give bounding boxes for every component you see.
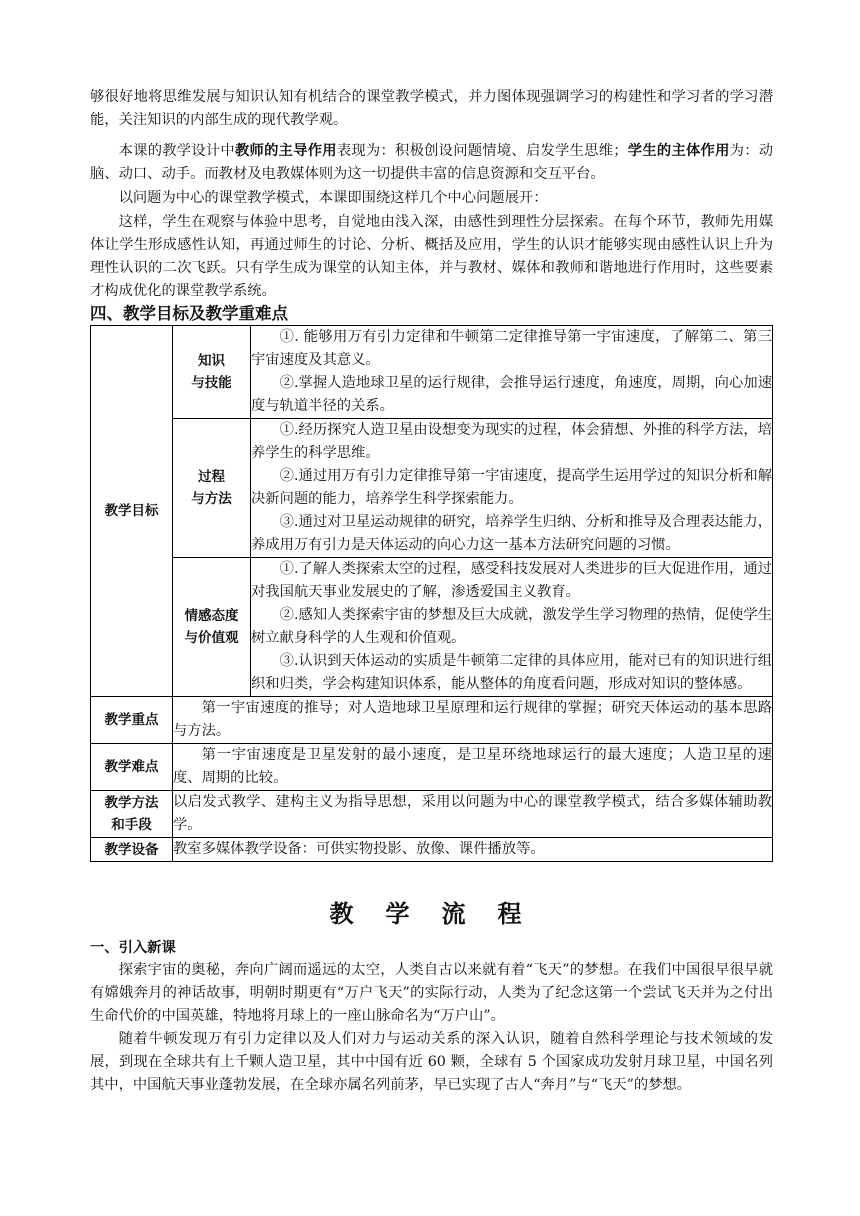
equipment-content xyxy=(173,838,773,862)
intro-paragraph-3: 以问题为中心的课堂教学模式，本课即围绕这样几个中心问题展开： xyxy=(118,190,548,206)
teaching-flow-title: 教学流程 xyxy=(329,900,554,928)
process-methods-content xyxy=(251,419,773,558)
intro-paragraph-1: 够很好地将思维发展与知识认知有机结合的课堂教学模式，并力图体现强调学习的构建性和学习者的学习潜能，关注知识的内部生成的现代教学观。 xyxy=(90,89,773,128)
process-methods-label xyxy=(173,419,251,558)
label-line: 过程 xyxy=(198,469,225,485)
section-1-heading: 一、引入新课 xyxy=(90,940,176,956)
flow-paragraph-1: 探索宇宙的奥秘，奔向广阔而遥远的太空，人类自古以来就有着“飞天”的梦想。在我们中国很早很早就有嫦娥奔月的神话故事，明朝时期更有“万户飞天”的实际行动，人类为了纪念这第一个尝试飞天并为之付出生命代价的中国英雄，特地将月球上的一座山脉命名为“万户山”。 xyxy=(90,962,773,1024)
list-item: ①.了解人类探索太空的过程，感受科技发展对人类进步的巨大促进作用，通过对我国航天事业发展史的了解，渗透爱国主义教育。 xyxy=(251,561,772,600)
table-row xyxy=(91,838,773,862)
teacher-role-emphasis: 教师的主导作用 xyxy=(234,143,337,159)
table-row xyxy=(91,558,773,697)
list-item: ②.通过用万有引力定律推导第一宇宙速度，提高学生运用学过的知识分析和解决新问题的能力，培养学生科学探索能力。 xyxy=(251,468,772,507)
emotion-values-content xyxy=(251,558,773,697)
table-row xyxy=(91,697,773,744)
table-row xyxy=(91,791,773,838)
list-item: ②.感知人类探索宇宙的梦想及巨大成就，激发学生学习物理的热情，促使学生树立献身科学的人生观和价值观。 xyxy=(251,607,772,646)
flow-paragraph-2: 随着牛顿发现万有引力定律以及人们对力与运动关系的深入认识，随着自然科学理论与技术领域的发展，到现在全球共有上千颗人造卫星，其中中国有近 60 颗，全球有 5 个国家成功发射月球卫星，中国名列其中，中国航天事业蓬勃发展，在全球亦属名列前茅，早已实现了古人“奔月”与“飞天”的梦想。 xyxy=(90,1031,773,1093)
objectives-table xyxy=(90,325,773,862)
methods-content xyxy=(173,791,773,838)
intro-p2-text-c: 表现为：积极创设问题情境、启发学生思维； xyxy=(336,143,628,159)
table-row xyxy=(91,326,773,419)
intro-p2-text-a: 本课的教学设计中 xyxy=(118,143,235,159)
knowledge-skills-content xyxy=(251,326,773,419)
label-line: 教学方法 xyxy=(104,795,159,811)
intro-paragraph-2 xyxy=(90,140,773,186)
table-row xyxy=(91,744,773,791)
intro-p2-text-e: 为：动脑、动口、动手。而教材及电教媒体则为这一切提供丰富的信息资源和交互平台。 xyxy=(90,143,774,182)
emotion-values-label xyxy=(173,558,251,697)
methods-label xyxy=(91,791,173,838)
label-line: 与技能 xyxy=(191,375,232,391)
list-item: ②.掌握人造地球卫星的运行规律，会推导运行速度，角速度，周期，向心加速度与轨道半径的关系。 xyxy=(251,375,772,414)
key-points-content xyxy=(173,697,773,744)
intro-paragraph-4: 这样，学生在观察与体验中思考，自觉地由浅入深，由感性到理性分层探索。在每个环节，教师先用媒体让学生形成感性认知，再通过师生的讨论、分析、概括及应用，学生的认识才能够实现由感性认识上升为理性认识的二次飞跃。只有学生成为课堂的认知主体，并与教材、媒体和教师和谐地进行作用时，这些要素才构成优化的课堂教学系统。 xyxy=(90,214,773,299)
label-line: 知识 xyxy=(198,353,225,369)
methods-text: 以启发式教学、建构主义为指导思想，采用以问题为中心的课堂教学模式，结合多媒体辅助教学。 xyxy=(173,794,772,833)
label-line: 与价值观 xyxy=(184,630,239,646)
label-line: 和手段 xyxy=(111,817,152,833)
knowledge-skills-label xyxy=(173,326,251,419)
equipment-label: 教学设备 xyxy=(91,838,173,862)
key-points-label: 教学重点 xyxy=(91,697,173,744)
difficulties-label: 教学难点 xyxy=(91,744,173,791)
difficulties-text: 第一宇宙速度是卫星发射的最小速度，是卫星环绕地球运行的最大速度；人造卫星的速度、周期的比较。 xyxy=(173,747,772,786)
label-line: 情感态度 xyxy=(184,608,239,624)
list-item: ③.认识到天体运动的实质是牛顿第二定律的具体应用，能对已有的知识进行组织和归类，学会构建知识体系，能从整体的角度看问题，形成对知识的整体感。 xyxy=(251,653,772,692)
list-item: ①.经历探究人造卫星由设想变为现实的过程，体会猜想、外推的科学方法，培养学生的科学思维。 xyxy=(251,422,772,461)
teaching-goals-label: 教学目标 xyxy=(91,326,173,697)
list-item: ①. 能够用万有引力定律和牛顿第二定律推导第一宇宙速度，了解第二、第三宇宙速度及其意义。 xyxy=(251,329,772,368)
key-points-text: 第一宇宙速度的推导；对人造地球卫星原理和运行规律的掌握；研究天体运动的基本思路与方法。 xyxy=(173,700,772,739)
difficulties-content xyxy=(173,744,773,791)
label-line: 与方法 xyxy=(191,491,232,507)
list-item: ③.通过对卫星运动规律的研究，培养学生归纳、分析和推导及合理表达能力，养成用万有引力是天体运动的向心力这一基本方法研究问题的习惯。 xyxy=(251,514,772,553)
equipment-text: 教室多媒体教学设备：可供实物投影、放像、课件播放等。 xyxy=(173,841,545,857)
section-4-heading: 四、教学目标及教学重难点 xyxy=(90,304,288,323)
student-role-emphasis: 学生的主体作用 xyxy=(627,143,730,159)
table-row xyxy=(91,419,773,558)
document-page xyxy=(90,86,773,1097)
